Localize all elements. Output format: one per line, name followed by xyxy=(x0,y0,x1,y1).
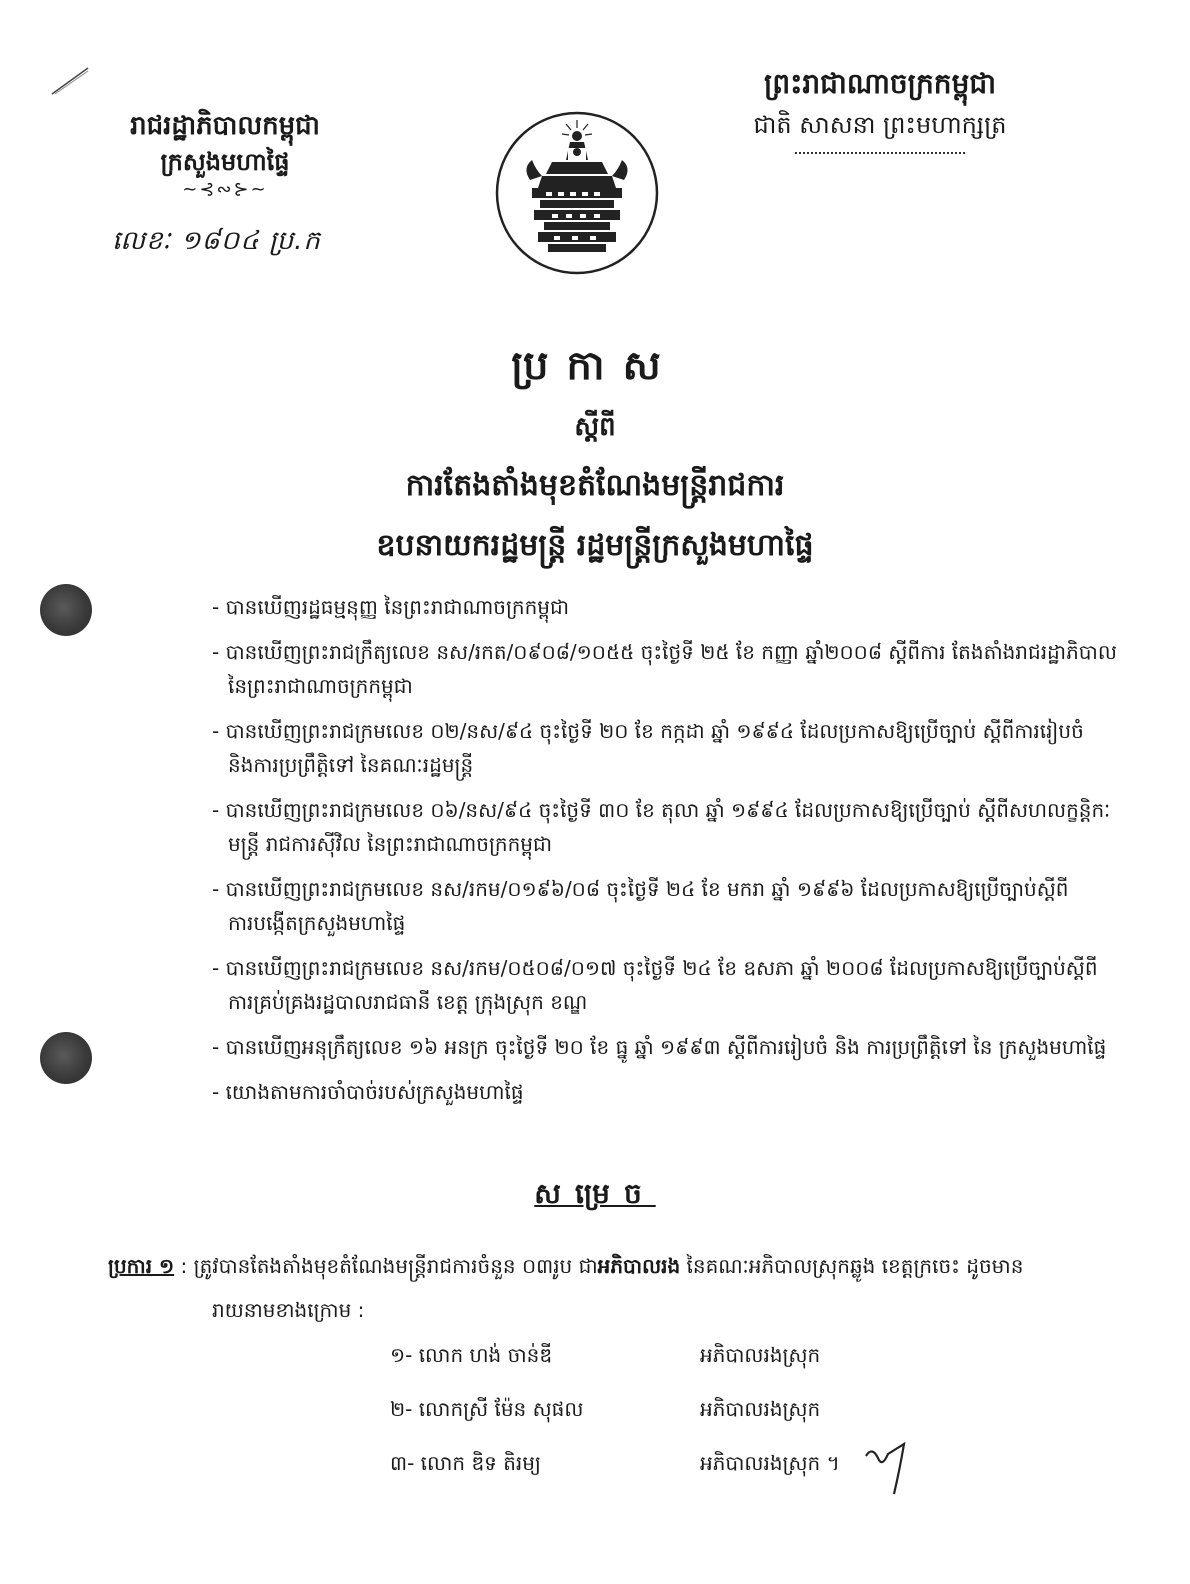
appointee-name: ៣- លោក ឌិទ តិរម្យ xyxy=(390,1451,541,1475)
recital-item xyxy=(212,872,1122,940)
article-1 xyxy=(108,1244,1118,1332)
appointee-title-text: អភិបាលរងស្រុក xyxy=(700,1397,821,1421)
recital-item xyxy=(212,951,1122,1019)
appointee-row xyxy=(390,1342,950,1396)
article-separator: : xyxy=(174,1254,194,1278)
recital-continuation: នៃព្រះរាជាណាចក្រកម្ពុជា xyxy=(228,674,413,698)
issuing-authority: ឧបនាយករដ្ឋមន្ត្រី រដ្ឋមន្ត្រីក្រសួងមហាផ្ទៃ xyxy=(376,528,814,563)
recital-text: - បានឃើញព្រះរាជក្រមលេខ ០២/នស/៩៤ ចុះថ្ងៃទី ២០ ខែ កក្កដា ឆ្នាំ ១៩៩៤ ដែលប្រកាសឱ្យប្រើច្បាប់ ស្ដីពីការរៀបចំ xyxy=(212,719,1084,743)
decision-heading-text: សម្រេច xyxy=(534,1177,656,1210)
recital-text: - បានឃើញរដ្ឋធម្មនុញ្ញ នៃព្រះរាជាណាចក្រកម្ពុជា xyxy=(212,595,570,619)
ministry-name: ក្រសួងមហាផ្ទៃ xyxy=(160,148,290,176)
recital-continuation: និងការប្រព្រឹត្តិទៅ នៃគណៈរដ្ឋមន្ត្រី xyxy=(228,753,474,777)
article-position-title: អភិបាលរង xyxy=(597,1254,681,1278)
appointee-title xyxy=(700,1342,940,1396)
ornament-flourish: ~⊰∾⊱~ xyxy=(182,179,268,200)
article-text-continuation: រាយនាមខាងក្រោម : xyxy=(212,1298,365,1322)
national-motto: ជាតិ សាសនា ព្រះមហាក្សត្រ xyxy=(753,111,1007,139)
recital-item xyxy=(212,714,1122,782)
appointee-title-text: អភិបាលរងស្រុក xyxy=(700,1343,821,1367)
kingdom-name: ព្រះរាជាណាចក្រកម្ពុជា xyxy=(763,67,996,100)
punch-hole-top xyxy=(40,584,92,636)
recital-text: - បានឃើញព្រះរាជក្រមលេខ ០៦/នស/៩៤ ចុះថ្ងៃទី ៣០ ខែ តុលា ឆ្នាំ ១៩៩៤ ដែលប្រកាសឱ្យប្រើច្បាប់ ស្ដីពីសហលក្ខន្តិកៈ xyxy=(212,798,1111,822)
recital-continuation: មន្ត្រី រាជការស៊ីវិល នៃព្រះរាជាណាចក្រកម្ពុជា xyxy=(228,832,553,856)
pen-mark xyxy=(50,66,90,96)
recital-text: - បានឃើញព្រះរាជក្រមលេខ នស/រកម/០១៩៦/០៨ ចុះថ្ងៃទី ២៤ ខែ មករា ឆ្នាំ ១៩៩៦ ដែលប្រកាសឱ្យប្រើច្បាប់ស្ដីពី xyxy=(212,877,1069,901)
ministry-emblem-seal xyxy=(492,108,662,278)
appointee-name: ១- លោក ហង់ ចាន់ឌី xyxy=(390,1343,553,1367)
recital-item xyxy=(212,1030,1122,1064)
appointee-name: ២- លោកស្រី ម៉ែន សុផល xyxy=(390,1397,584,1421)
subject-heading: ការតែងតាំងមុខតំណែងមន្ត្រីរាជការ xyxy=(405,468,785,503)
decision-heading xyxy=(0,1176,1190,1217)
recital-continuation: ការបង្កើតក្រសួងមហាផ្ទៃ xyxy=(228,911,406,935)
motto-divider xyxy=(795,152,965,154)
recitals-list xyxy=(212,590,1122,1120)
appointee-title-text: អភិបាលរងស្រុក xyxy=(700,1451,821,1475)
recital-text: - បានឃើញព្រះរាជក្រមលេខ នស/រកម/០៥០៨/០១៧ ចុះថ្ងៃទី ២៤ ខែ ឧសភា ឆ្នាំ ២០០៨ ដែលប្រកាសឱ្យប្រើច្បាប់ស្ដីពី xyxy=(212,956,1098,980)
recital-text: - យោងតាមការចាំបាច់របស់ក្រសួងមហាផ្ទៃ xyxy=(212,1080,524,1104)
handwritten-mark xyxy=(860,1438,920,1498)
government-name: រាជរដ្ឋាភិបាលកម្ពុជា xyxy=(130,111,320,141)
recital-text: - បានឃើញអនុក្រឹត្យលេខ ១៦ អនក្រ ចុះថ្ងៃទី ២០ ខែ ធ្នូ ឆ្នាំ ១៩៩៣ ស្ដីពីការរៀបចំ និង ការប្រព្រឹត្តិទៅ នៃ ក្រសួងមហាផ្ទៃ xyxy=(212,1035,1107,1059)
punch-hole-bottom xyxy=(40,1032,92,1084)
recital-continuation: ការគ្រប់គ្រងរដ្ឋបាលរាជធានី ខេត្ត ក្រុងស្រុក ខណ្ឌ xyxy=(228,990,588,1014)
article-text-part2: នៃគណៈអភិបាលស្រុកឆ្លូង ខេត្តក្រចេះ ដូចមាន xyxy=(680,1254,1024,1278)
issuer-header xyxy=(110,108,340,200)
concerning-label: ស្ដីពី xyxy=(574,412,616,442)
article-label: ប្រការ ១ xyxy=(108,1254,175,1278)
recital-item xyxy=(212,635,1122,703)
recital-item xyxy=(212,590,1122,624)
recital-item xyxy=(212,1075,1122,1109)
recital-text: - បានឃើញព្រះរាជក្រឹត្យលេខ នស/រកត/០៩០៨/១០៥៥ ចុះថ្ងៃទី ២៥ ខែ កញ្ញា ឆ្នាំ២០០៨ ស្ដីពីការ តែងតាំងរាជរដ្ឋាភិបាល xyxy=(212,640,1117,664)
recital-item xyxy=(212,793,1122,861)
kingdom-header xyxy=(720,62,1040,154)
document-number: លេខៈ ១៨០៤ ប្រ.ក xyxy=(112,226,321,256)
document-type-heading: ប្រកាស xyxy=(511,343,679,389)
end-mark: ។ xyxy=(826,1451,840,1475)
article-text-part1: ត្រូវបានតែងតាំងមុខតំណែងមន្ត្រីរាជការចំនួន ០៣រូប ជា xyxy=(193,1254,598,1278)
